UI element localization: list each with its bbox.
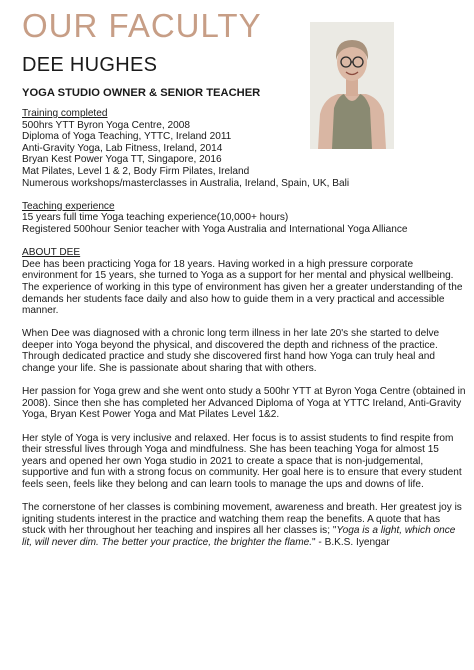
iyengar-quote: Yoga is a light, which once lit, will never dim. The better your practice, the brighter the flame. bbox=[22, 525, 456, 548]
about-section bbox=[22, 247, 466, 548]
about-title: ABOUT DEE bbox=[22, 247, 81, 259]
experience-section bbox=[22, 201, 466, 236]
training-item: Numerous workshops/masterclasses in Australia, Ireland, Spain, UK, Bali bbox=[22, 177, 350, 189]
teacher-role: YOGA STUDIO OWNER & SENIOR TEACHER bbox=[22, 87, 261, 99]
quote-intro: The cornerstone of her classes is combining movement, awareness and breath. Her greatest joy is igniting students interest in the practice and watching them reap the benefits. A quote that has stuck with her throughout her teaching and inspires all her classes is; " bbox=[22, 502, 462, 537]
experience-item: Registered 500hour Senior teacher with Yoga Australia and International Yoga Alliance bbox=[22, 223, 408, 235]
teacher-name: DEE HUGHES bbox=[22, 54, 158, 76]
training-title: Training completed bbox=[22, 108, 108, 119]
about-paragraph: Dee has been practicing Yoga for 18 years. Having worked in a high pressure corporate environment for 15 years, she turned to Yoga as a support for her mental and physical wellbeing. The experience of working in this type of environment has given her a greater understanding of the demands her students face daily and also how to guide them in a very practical and accessible manner. bbox=[22, 258, 463, 317]
about-paragraph: Her passion for Yoga grew and she went onto study a 500hr YTT at Byron Yoga Centre (obtained in 2008). Since then she has completed her Advanced Diploma of Yoga at YTTC Ireland, Anti-Gravity Yoga, Bryan Kest Power Yoga and Mat Pilates Level 1&2. bbox=[22, 386, 466, 421]
quote-attribution: " - B.K.S. Iyengar bbox=[312, 536, 390, 548]
page-heading: OUR FACULTY bbox=[22, 7, 262, 44]
training-item: Anti-Gravity Yoga, Lab Fitness, Ireland, 2014 bbox=[22, 142, 223, 154]
experience-title: Teaching experience bbox=[22, 200, 115, 212]
training-item: Bryan Kest Power Yoga TT, Singapore, 2016 bbox=[22, 154, 222, 166]
about-paragraph-quote bbox=[22, 502, 466, 548]
about-paragraph: Her style of Yoga is very inclusive and relaxed. Her focus is to assist students to find respite from their stressful lives through Yoga and mindfulness. She has been teaching Yoga for almost 15 years and opened her own Yoga studio in 2021 to create a space that is non-judgemental, supportive and fun with a strong focus on community. Her goal here is to ensure that every student feels seen, feels like they belong and can learn tools to manage the ups and downs of life. bbox=[22, 432, 462, 490]
training-item: Diploma of Yoga Teaching, YTTC, Ireland 2011 bbox=[22, 131, 232, 143]
training-item: Mat Pilates, Level 1 & 2, Body Firm Pilates, Ireland bbox=[22, 165, 250, 177]
profile-content bbox=[22, 108, 466, 549]
training-section bbox=[22, 108, 466, 189]
training-item: 500hrs YTT Byron Yoga Centre, 2008 bbox=[22, 119, 190, 131]
experience-item: 15 years full time Yoga teaching experience(10,000+ hours) bbox=[22, 212, 289, 224]
about-paragraph: When Dee was diagnosed with a chronic long term illness in her late 20's she started to delve deeper into Yoga beyond the physical, and discovered the depth and richness of the practice. Through dedicated practice and study she discovered first hand how Yoga can truly heal and change your life. She is passionate about sharing that with others. bbox=[22, 328, 440, 375]
